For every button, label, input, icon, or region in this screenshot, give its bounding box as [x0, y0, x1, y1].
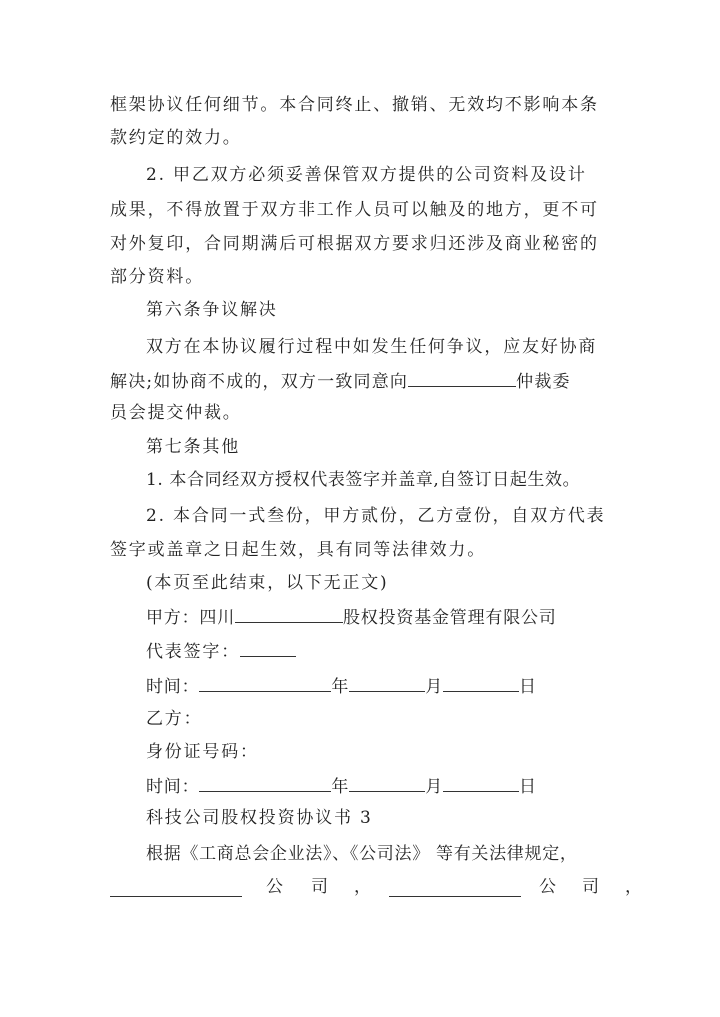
fill-blank	[443, 675, 519, 692]
party-b-line: 乙方：	[146, 709, 203, 729]
text-line: 双方在本协议履行过程中如发生任何争议，应友好协商	[146, 337, 598, 357]
section-heading: 第六条争议解决	[146, 300, 278, 320]
text-line: 1. 本合同经双方授权代表签字并盖章,自签订日起生效。	[146, 470, 581, 490]
text-line: 款约定的效力。	[110, 128, 242, 148]
text-segment: 年	[331, 777, 350, 797]
text-line: (本页至此结束，以下无正文)	[146, 573, 389, 593]
fill-blank	[110, 880, 242, 897]
text-segment: 甲方：四川	[146, 608, 235, 628]
fill-blank	[235, 606, 343, 623]
text-line: 签字或盖章之日起生效，具有同等法律效力。	[110, 540, 486, 560]
signature-line	[146, 640, 646, 662]
fill-blank	[389, 880, 521, 897]
fill-blank	[408, 370, 516, 387]
text-segment: 司	[311, 877, 328, 897]
fill-blank	[349, 675, 425, 692]
text-line: 成果，不得放置于双方非工作人员可以触及的地方，更不可	[110, 200, 599, 220]
text-segment: 年	[331, 677, 350, 697]
text-line: 对外复印，合同期满后可根据双方要求归还涉及商业秘密的	[110, 234, 599, 254]
text-line: 根据《工商总会企业法》、《公司法》 等有关法律规定，	[146, 844, 578, 864]
text-segment: 司	[582, 877, 599, 897]
company-blanks-line	[110, 877, 642, 897]
text-line: 员会提交仲裁。	[110, 403, 242, 423]
text-segment: 股权投资基金管理有限公司	[343, 608, 557, 628]
text-segment: 月	[425, 777, 444, 797]
text-line: 2. 甲乙双方必须妥善保管双方提供的公司资料及设计	[146, 165, 587, 185]
text-line: 部分资料。	[110, 267, 204, 287]
text-line-with-blank	[110, 370, 610, 392]
party-a-line	[146, 606, 646, 628]
fill-blank	[199, 675, 331, 692]
fill-blank	[443, 775, 519, 792]
text-segment: 代表签字：	[146, 642, 240, 662]
fill-blank	[349, 775, 425, 792]
text-segment: 时间：	[146, 777, 200, 797]
text-segment: 日	[519, 777, 537, 797]
text-segment: 公	[266, 877, 283, 897]
text-segment: 时间：	[146, 677, 200, 697]
date-line	[146, 775, 646, 797]
date-line	[146, 675, 646, 697]
text-segment: 公	[539, 877, 556, 897]
text-segment: 解决;如协商不成的，双方一致同意向	[110, 372, 409, 392]
text-line: 框架协议任何细节。本合同终止、撤销、无效均不影响本条	[110, 95, 599, 115]
text-line: 2. 本合同一式叁份，甲方贰份，乙方壹份，自双方代表	[146, 506, 606, 526]
id-number-line: 身份证号码：	[146, 742, 259, 762]
text-segment: 月	[425, 677, 444, 697]
section-heading: 第七条其他	[146, 437, 240, 457]
section-title: 科技公司股权投资协议书 3	[146, 808, 373, 828]
fill-blank	[240, 640, 296, 657]
text-segment: 仲裁委	[516, 372, 571, 392]
text-segment: 日	[519, 677, 537, 697]
fill-blank	[199, 775, 331, 792]
text-segment: ，	[354, 877, 371, 897]
text-segment: ，	[625, 877, 642, 897]
